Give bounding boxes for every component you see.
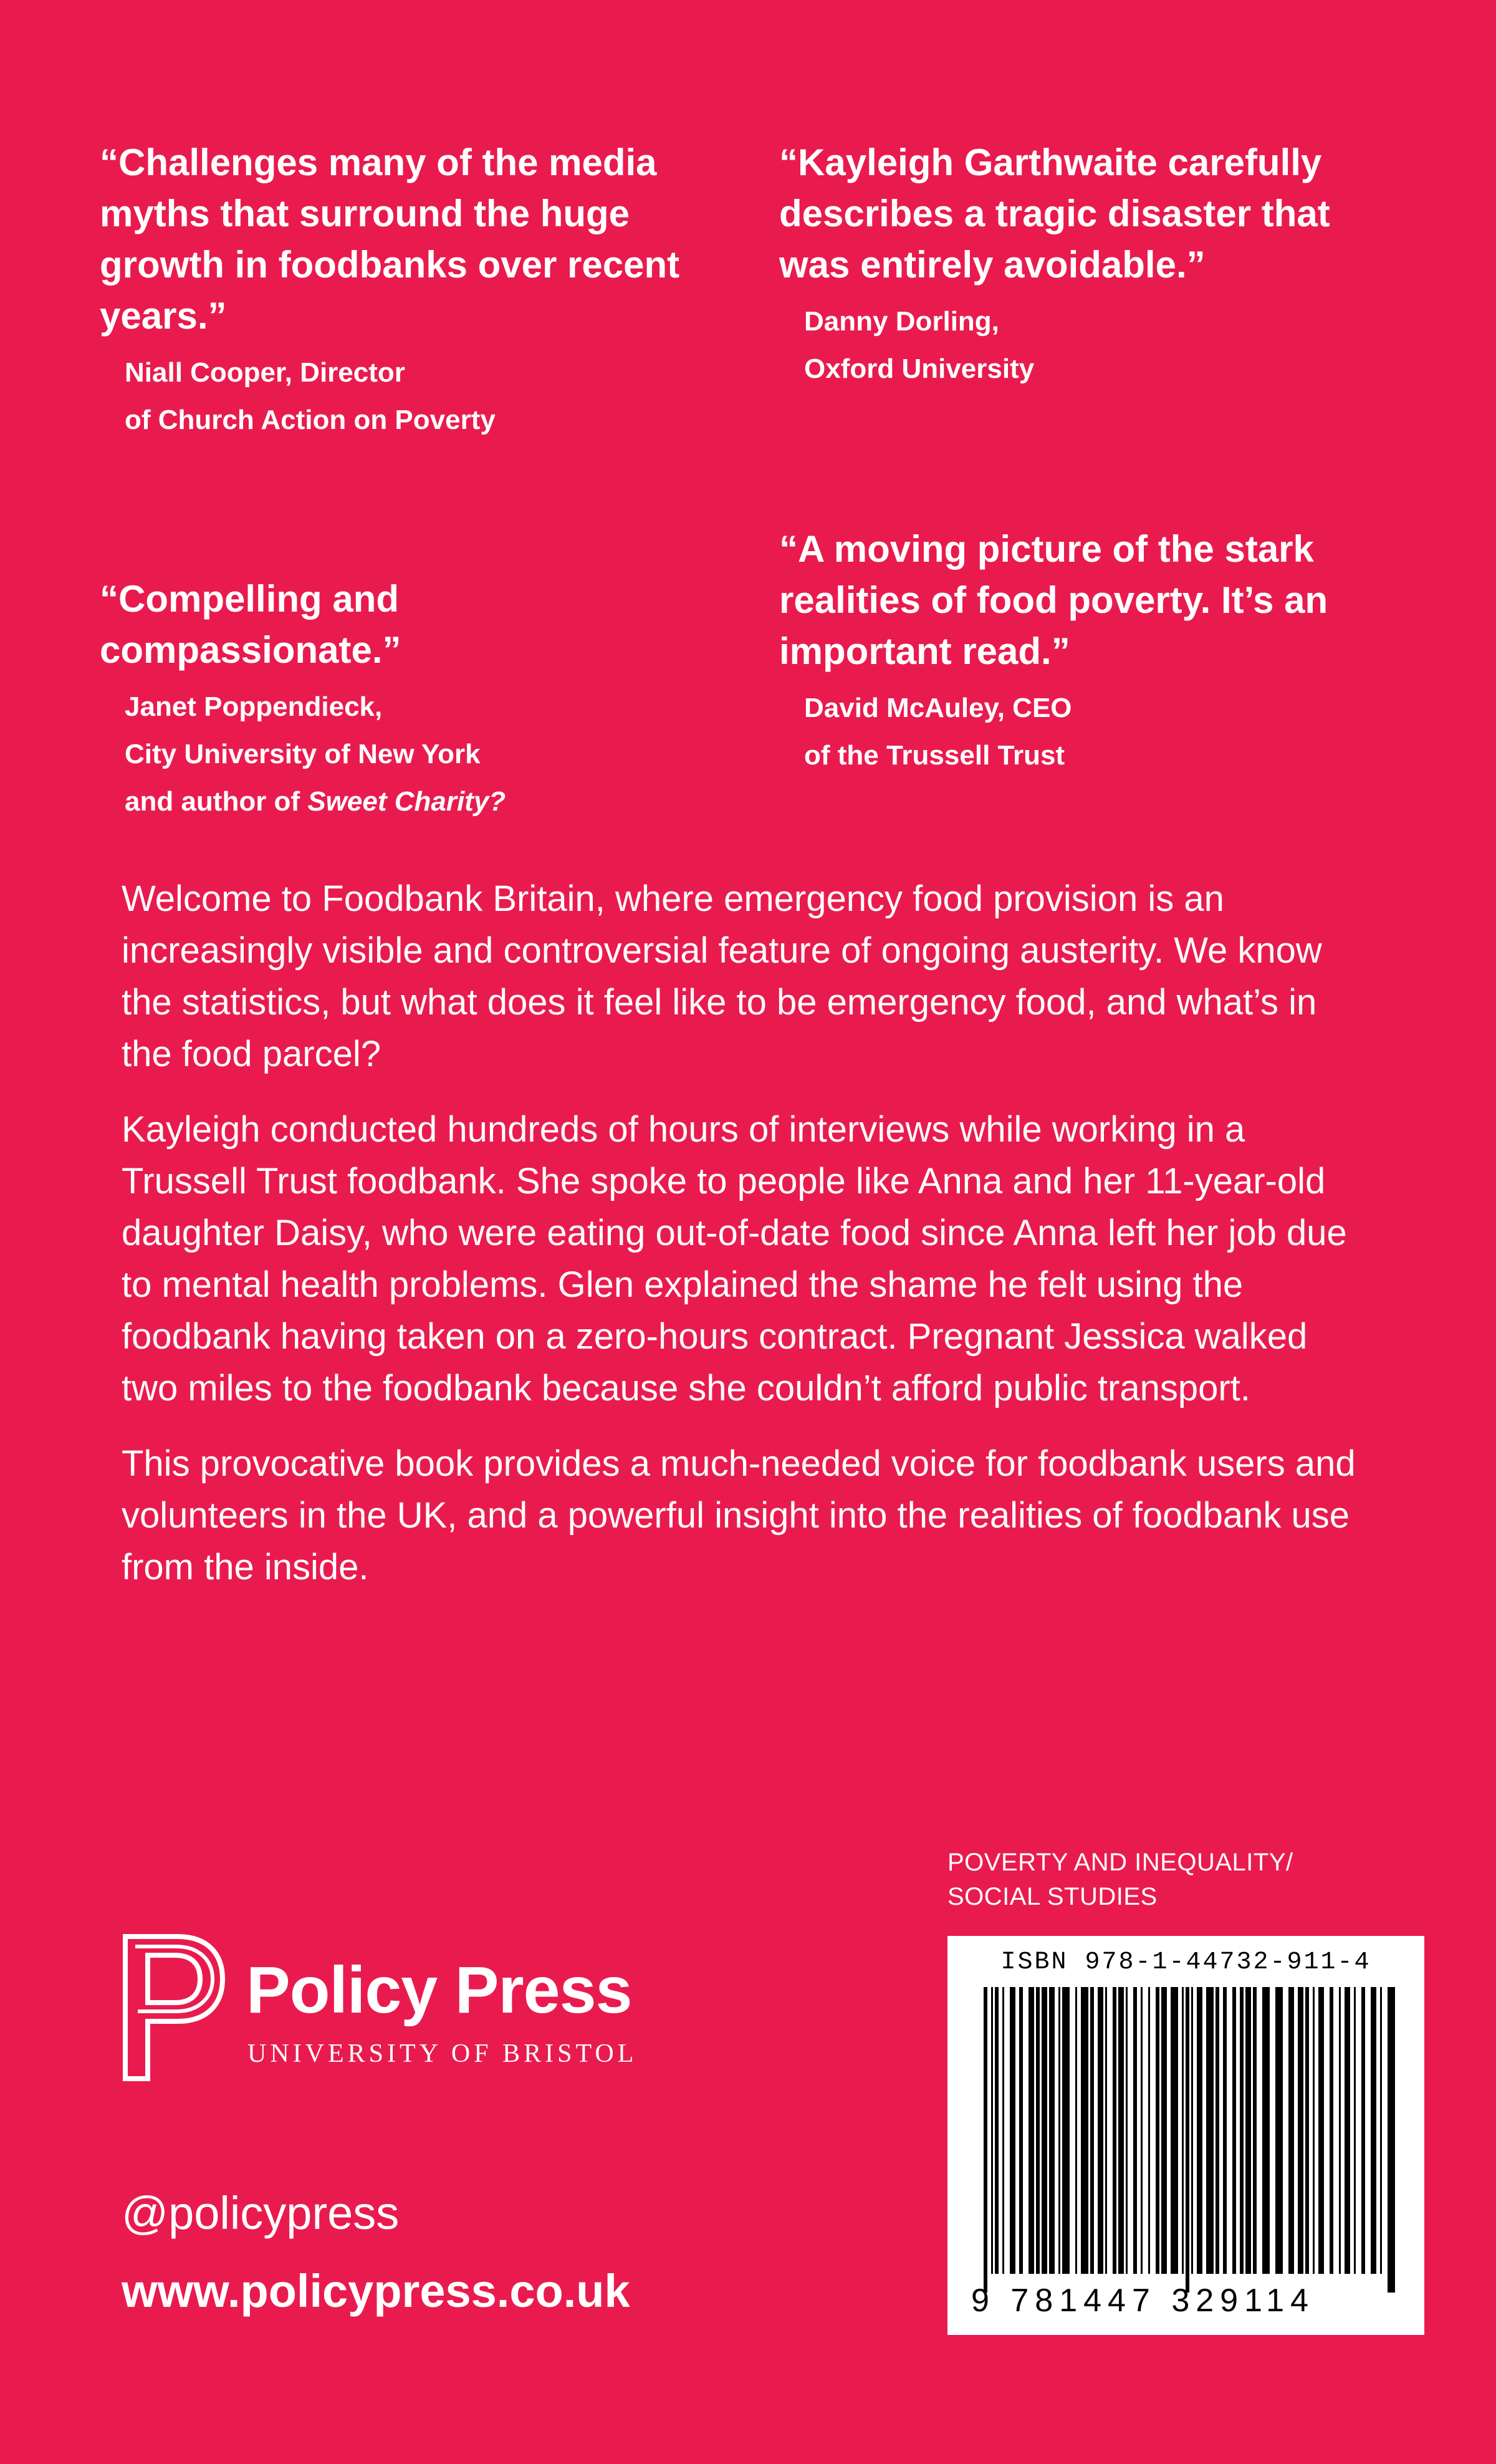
barcode-bar [1098,1987,1103,2274]
barcode-bar [1206,1987,1214,2274]
barcode-bar [1171,1987,1178,2274]
barcode-bar [1339,1987,1341,2274]
barcode-bar [1161,1987,1167,2274]
barcode-bar [1002,1987,1004,2274]
barcode-bar [1049,1987,1055,2274]
barcode-bar [1305,1987,1309,2274]
barcode-bar [1361,1987,1365,2274]
barcode-bar [1036,1987,1040,2274]
blurb-paragraph: This provocative book provides a much-needed voice for foodbank users and volunteers in the UK, and a powerful insight into the realities of foodbank use from the inside. [122,1443,1356,1587]
attribution-line: Danny Dorling, [804,306,999,337]
quote-cooper [100,137,711,444]
barcode-bar [1388,1987,1395,2293]
publisher-name: Policy Press [246,1953,632,2027]
social-handle: @policypress [122,2187,400,2239]
barcode-bar [991,1987,993,2274]
book-blurb [122,873,1356,1617]
barcode-bar [1126,1987,1128,2274]
attribution-line: David McAuley, CEO [804,693,1072,723]
barcode-bar [1010,1987,1015,2274]
policy-press-p-icon [122,1933,228,2082]
publisher-logo [122,1933,745,2082]
category-line: SOCIAL STUDIES [947,1883,1158,1910]
barcode-bar [1345,1987,1350,2274]
barcode-bar [1186,1987,1189,2293]
quote-attribution [779,298,1390,393]
subject-category [947,1846,1459,1914]
barcode-bar [1223,1987,1227,2274]
barcode-bar [984,1987,987,2293]
barcode-bar [1042,1987,1047,2274]
barcode-bar [1253,1987,1257,2274]
barcode-bar [1156,1987,1159,2274]
barcode-bar [1141,1987,1143,2274]
barcode-bar [1075,1987,1077,2274]
attribution-line: City University of New York [125,739,481,769]
barcode-bar [1232,1987,1236,2274]
quote-text: “Compelling and compassionate.” [100,578,401,671]
quote-attribution [100,683,711,825]
attribution-line: of the Trussell Trust [804,740,1065,771]
barcode-bar [1371,1987,1376,2274]
barcode-bar [1313,1987,1315,2274]
barcode-bar [1090,1987,1094,2274]
barcode-bar [1133,1987,1137,2274]
barcode-bars [947,1936,1424,2335]
barcode-bar [1113,1987,1116,2274]
quote-dorling [779,137,1390,393]
attribution-prefix: and author of [125,786,308,817]
quote-attribution [779,685,1390,779]
barcode-bar [1262,1987,1270,2274]
barcode-bar [1275,1987,1283,2274]
barcode-bar [1019,1987,1023,2274]
barcode-bar [1240,1987,1244,2274]
barcode-bar [1245,1987,1251,2274]
barcode-bar [1354,1987,1356,2274]
barcode-bar [1298,1987,1303,2274]
barcode-bar [1058,1987,1060,2274]
barcode-digits: 9 781447 329114 [971,2283,1315,2319]
barcode-bar [1148,1987,1150,2274]
category-line: POVERTY AND INEQUALITY/ [947,1849,1293,1876]
barcode-bar [1118,1987,1124,2274]
quote-text: “A moving picture of the stark realities of food poverty. It’s an important read.” [779,528,1328,672]
blurb-paragraph: Kayleigh conducted hundreds of hours of interviews while working in a Trussell Trust foodbank. She spoke to people like Anna and her 11-year-old daughter Daisy, who were eating out-of-date food since Anna left her job due to mental health problems. Glen explained the shame he felt using the foodbank having taken on a zero-hours contract. Pregnant Jessica walked two miles to the foodbank because she couldn’t afford public transport. [122,1109,1347,1408]
quote-text: “Kayleigh Garthwaite carefully describes a tragic disaster that was entirely avoidable.” [779,142,1330,286]
quote-attribution [100,349,711,444]
quote-text: “Challenges many of the media myths that surround the huge growth in foodbanks over recent years.” [100,142,680,337]
isbn-barcode [947,1936,1424,2335]
attribution-line [125,778,711,825]
barcode-bar [1028,1987,1034,2274]
barcode-bar [1330,1987,1333,2274]
barcode-bar [1380,1987,1382,2274]
isbn-label: ISBN 978-1-44732-911-4 [1000,1948,1371,1976]
attribution-line: Niall Cooper, Director [125,357,405,388]
barcode-bar [1191,1987,1193,2274]
barcode-bar [1288,1987,1294,2274]
barcode-bar [1216,1987,1219,2274]
attribution-line: of Church Action on Poverty [125,405,496,435]
barcode-bar [1105,1987,1107,2274]
barcode-bar [995,1987,999,2274]
quote-poppendieck [100,574,711,825]
publisher-subtitle: UNIVERSITY OF BRISTOL [247,2039,638,2068]
attribution-line: Oxford University [804,354,1035,384]
book-title: Sweet Charity? [307,786,506,817]
barcode-bar [1182,1987,1184,2274]
barcode-bar [1318,1987,1324,2274]
attribution-line: Janet Poppendieck, [125,691,383,722]
quote-mcauley [779,524,1390,779]
blurb-paragraph: Welcome to Foodbank Britain, where emergency food provision is an increasingly visible and controversial feature of ongoing austerity. We know the statistics, but what does it feel like to be emergency food, and what’s in the food parcel? [122,878,1322,1074]
barcode-bar [1081,1987,1088,2274]
barcode-bar [1197,1987,1202,2274]
website-link: www.policypress.co.uk [122,2265,630,2317]
barcode-bar [1062,1987,1070,2274]
